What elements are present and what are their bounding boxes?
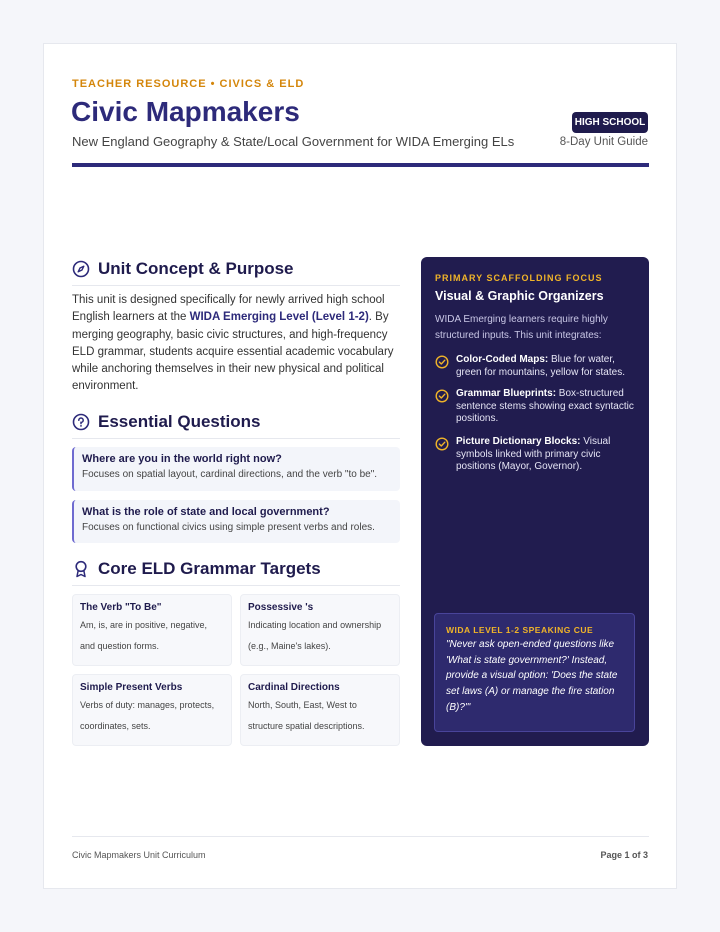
sidebar-kicker: PRIMARY SCAFFOLDING FOCUS <box>435 273 603 283</box>
page-subtitle: New England Geography & State/Local Government for WIDA Emerging ELs <box>72 134 515 149</box>
scaffold-item-bold: Color-Coded Maps: <box>456 354 549 365</box>
grammar-card-desc <box>248 615 399 657</box>
grammar-card <box>72 594 232 666</box>
desc-line: (e.g., Maine's lakes). <box>248 641 331 651</box>
check-circle-icon <box>435 437 449 451</box>
compass-icon <box>72 260 90 278</box>
check-circle-icon <box>435 355 449 369</box>
question-desc: Focuses on functional civics using simple present verbs and roles. <box>82 522 375 533</box>
question-desc: Focuses on spatial layout, cardinal directions, and the verb "to be". <box>82 469 378 480</box>
scaffold-item-desc: Visual symbols linked with primary civic positions (Mayor, Governor). <box>456 436 611 472</box>
award-ribbon-icon <box>72 560 90 578</box>
grammar-card-desc <box>80 695 231 737</box>
scaffold-item <box>435 354 640 379</box>
grammar-card <box>240 674 400 746</box>
header-kicker: TEACHER RESOURCE • CIVICS & ELD <box>72 78 305 90</box>
grammar-card-desc <box>248 695 399 737</box>
document-page <box>43 43 677 889</box>
question-card <box>72 500 400 543</box>
page-title: Civic Mapmakers <box>71 96 300 127</box>
desc-line: coordinates, sets. <box>80 721 151 731</box>
scaffold-item <box>435 436 640 474</box>
concept-text <box>72 292 402 396</box>
footer-divider <box>72 836 649 837</box>
concept-text-a: This unit is designed specifically for newly arrived high school English learners at the <box>72 294 385 324</box>
divider <box>72 285 400 286</box>
page-number: Page 1 of 3 <box>600 850 648 860</box>
scaffold-item <box>435 388 640 426</box>
question-title: Where are you in the world right now? <box>82 453 282 465</box>
scaffold-item-bold: Grammar Blueprints: <box>456 388 557 399</box>
grammar-card-desc <box>80 615 231 657</box>
desc-line: and question forms. <box>80 641 160 651</box>
speaking-cue-box <box>434 613 635 732</box>
sidebar-title: Visual & Graphic Organizers <box>435 289 604 303</box>
concept-heading-text: Unit Concept & Purpose <box>98 259 294 278</box>
grammar-heading <box>72 559 321 579</box>
grammar-card-title: Possessive 's <box>248 602 314 613</box>
concept-text-bold: WIDA Emerging Level (Level 1-2) <box>189 311 369 324</box>
scaffold-item-text <box>456 436 640 474</box>
divider <box>72 438 400 439</box>
cue-quote: "Never ask open-ended questions like 'What is state government?' Instead, provide a visual option: 'Does the state set laws (A) or manage the fire station (B)?'" <box>446 639 618 713</box>
scaffold-item-bold: Picture Dictionary Blocks: <box>456 436 581 447</box>
desc-line: structure spatial descriptions. <box>248 721 365 731</box>
concept-heading <box>72 259 294 279</box>
grammar-card <box>72 674 232 746</box>
footer-title: Civic Mapmakers Unit Curriculum <box>72 850 206 860</box>
divider <box>72 585 400 586</box>
scaffold-item-desc: Box-structured sentence stems showing exact syntactic positions. <box>456 388 634 424</box>
questions-heading-text: Essential Questions <box>98 412 261 431</box>
guide-label: 8-Day Unit Guide <box>559 136 648 148</box>
question-circle-icon <box>72 413 90 431</box>
cue-kicker: WIDA LEVEL 1-2 SPEAKING CUE <box>446 625 594 635</box>
scaffolding-sidebar <box>421 257 649 746</box>
grammar-heading-text: Core ELD Grammar Targets <box>98 559 321 578</box>
scaffold-item-text <box>456 388 640 426</box>
header-rule <box>72 163 649 167</box>
scaffold-item-text <box>456 354 640 379</box>
question-card <box>72 447 400 491</box>
desc-line: Am, is, are in positive, negative, <box>80 620 208 630</box>
grammar-card <box>240 594 400 666</box>
desc-line: Verbs of duty: manages, protects, <box>80 700 215 710</box>
grammar-card-title: The Verb "To Be" <box>80 602 162 613</box>
grammar-card-title: Simple Present Verbs <box>80 682 183 693</box>
concept-text-b: . By merging geography, basic civic structures, and high-frequency ELD grammar, students acquire essential academic vocabulary while anchoring themselves in their new physical and political environment. <box>72 311 394 393</box>
sidebar-intro: WIDA Emerging learners require highly structured inputs. This unit integrates: <box>435 314 608 341</box>
questions-heading <box>72 412 261 432</box>
scaffold-item-desc: Blue for water, green for mountains, yellow for states. <box>456 354 625 378</box>
desc-line: North, South, East, West to <box>248 700 357 710</box>
level-badge: HIGH SCHOOL <box>572 112 648 133</box>
question-title: What is the role of state and local government? <box>82 506 330 518</box>
grammar-card-title: Cardinal Directions <box>248 682 340 693</box>
check-circle-icon <box>435 389 449 403</box>
desc-line: Indicating location and ownership <box>248 620 382 630</box>
